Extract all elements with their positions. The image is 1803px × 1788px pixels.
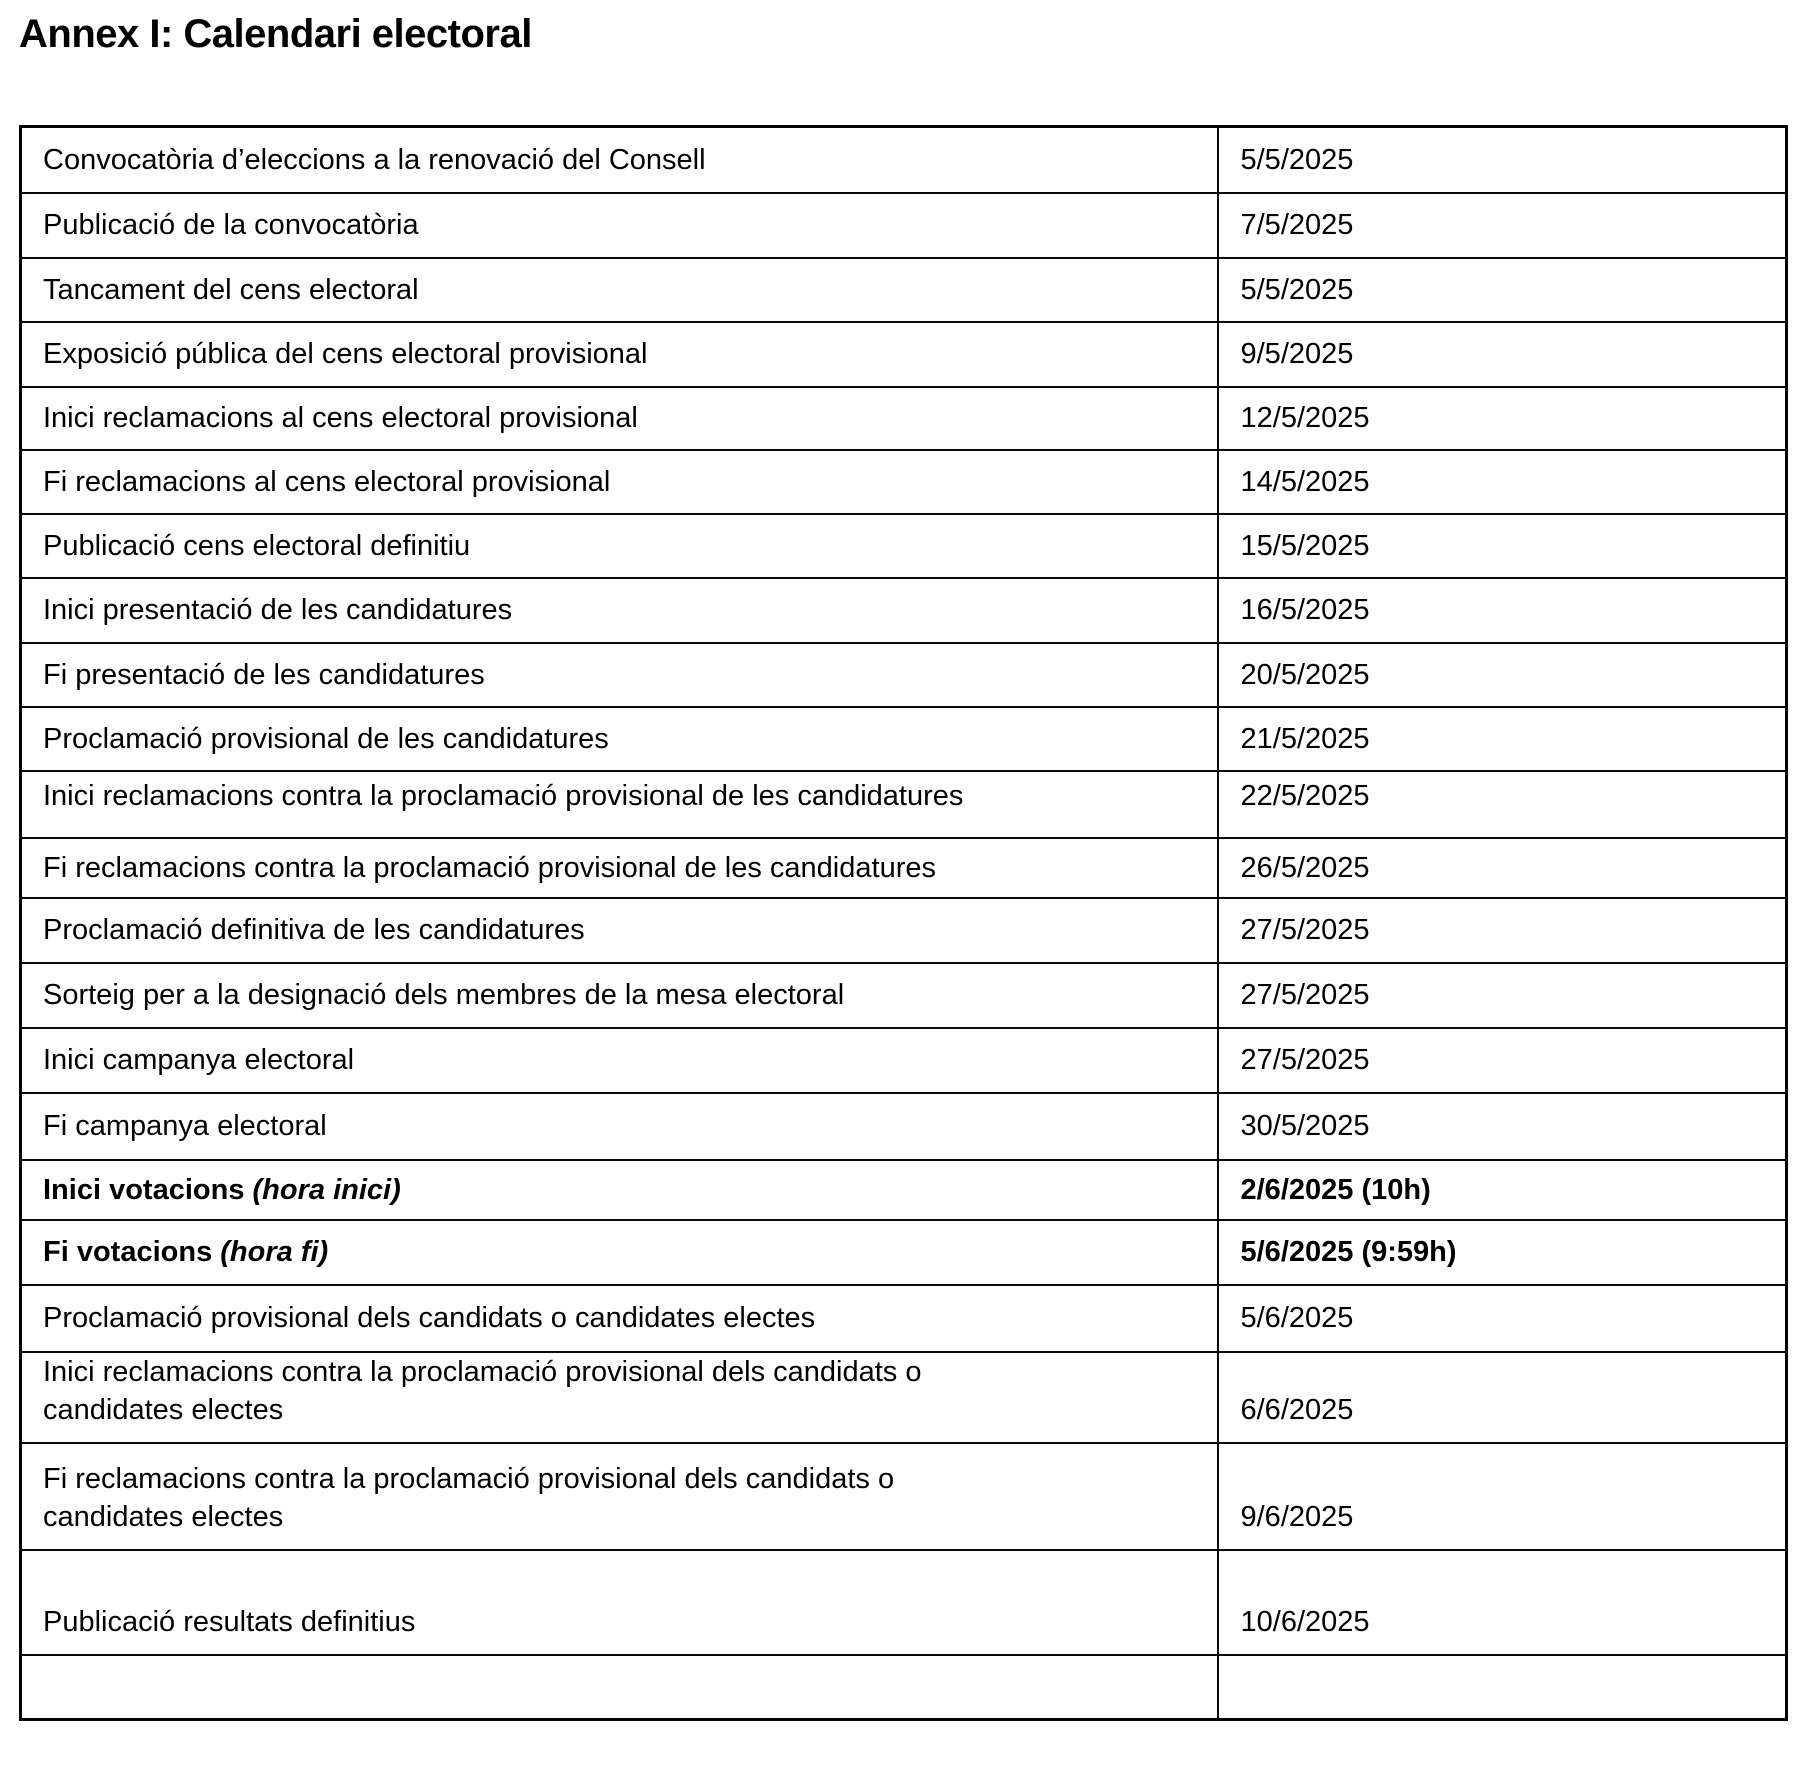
- table-row: [21, 193, 1787, 258]
- event-note: (hora inici): [252, 1173, 401, 1206]
- table-row: [21, 322, 1787, 387]
- date-cell: 5/5/2025: [1218, 258, 1787, 322]
- date-cell: 27/5/2025: [1218, 898, 1787, 963]
- table-row: [21, 643, 1787, 707]
- table-row: [21, 1285, 1787, 1352]
- table-row: [21, 1352, 1787, 1443]
- table-row: [21, 771, 1787, 838]
- event-cell: Publicació de la convocatòria: [21, 193, 1218, 258]
- table-row: [21, 450, 1787, 514]
- event-cell: [21, 1160, 1218, 1220]
- event-cell: Inici reclamacions al cens electoral provisional: [21, 387, 1218, 450]
- date-cell: 7/5/2025: [1218, 193, 1787, 258]
- table-row: [21, 1028, 1787, 1093]
- date-cell: 9/6/2025: [1218, 1443, 1787, 1550]
- event-cell: Tancament del cens electoral: [21, 258, 1218, 322]
- event-cell: Inici campanya electoral: [21, 1028, 1218, 1093]
- date-cell: 22/5/2025: [1218, 771, 1787, 838]
- event-cell: Sorteig per a la designació dels membres de la mesa electoral: [21, 963, 1218, 1028]
- table-row: [21, 127, 1787, 193]
- event-cell: Proclamació provisional dels candidats o candidates electes: [21, 1285, 1218, 1352]
- event-cell: [21, 1443, 1218, 1550]
- table-row: [21, 898, 1787, 963]
- table-row: [21, 514, 1787, 578]
- date-cell: 27/5/2025: [1218, 963, 1787, 1028]
- event-cell: [21, 1220, 1218, 1285]
- event-cell: Exposició pública del cens electoral provisional: [21, 322, 1218, 387]
- table-row: [21, 838, 1787, 898]
- event-label: Fi votacions: [43, 1236, 213, 1268]
- table-row: [21, 963, 1787, 1028]
- table-row: [21, 1550, 1787, 1655]
- date-cell: 10/6/2025: [1218, 1550, 1787, 1655]
- event-cell: Fi campanya electoral: [21, 1093, 1218, 1160]
- table-row: [21, 707, 1787, 771]
- table-row: [21, 1093, 1787, 1160]
- event-cell: Proclamació provisional de les candidatures: [21, 707, 1218, 771]
- date-cell: 2/6/2025 (10h): [1218, 1160, 1787, 1220]
- date-cell: 15/5/2025: [1218, 514, 1787, 578]
- date-cell: 5/5/2025: [1218, 127, 1787, 193]
- event-label: Inici votacions: [43, 1173, 245, 1206]
- table-row: [21, 387, 1787, 450]
- date-cell: 30/5/2025: [1218, 1093, 1787, 1160]
- event-cell: Fi reclamacions contra la proclamació provisional de les candidatures: [21, 838, 1218, 898]
- event-cell: Inici presentació de les candidatures: [21, 578, 1218, 643]
- event-note: (hora fi): [220, 1236, 329, 1268]
- date-cell: 20/5/2025: [1218, 643, 1787, 707]
- date-cell: 6/6/2025: [1218, 1352, 1787, 1443]
- table-row: [21, 258, 1787, 322]
- event-cell: Publicació resultats definitius: [21, 1550, 1218, 1655]
- event-cell: Proclamació definitiva de les candidatures: [21, 898, 1218, 963]
- date-cell: 9/5/2025: [1218, 322, 1787, 387]
- calendar-table: [19, 125, 1788, 1721]
- event-cell: [21, 1352, 1218, 1443]
- date-cell: [1218, 1655, 1787, 1720]
- table-row: [21, 1220, 1787, 1285]
- event-label: Inici reclamacions contra la proclamació provisional dels candidats o candidates electes: [43, 1355, 922, 1426]
- date-cell: 16/5/2025: [1218, 578, 1787, 643]
- date-cell: 21/5/2025: [1218, 707, 1787, 771]
- event-cell: Convocatòria d’eleccions a la renovació del Consell: [21, 127, 1218, 193]
- event-label: Fi reclamacions contra la proclamació provisional dels candidats o candidates electes: [43, 1462, 895, 1533]
- event-cell: Fi reclamacions al cens electoral provisional: [21, 450, 1218, 514]
- date-cell: 12/5/2025: [1218, 387, 1787, 450]
- page-title: Annex I: Calendari electoral: [19, 12, 532, 56]
- table-row: [21, 1443, 1787, 1550]
- date-cell: 14/5/2025: [1218, 450, 1787, 514]
- date-cell: 5/6/2025 (9:59h): [1218, 1220, 1787, 1285]
- event-cell: Inici reclamacions contra la proclamació provisional de les candidatures: [21, 771, 1218, 838]
- event-cell: Fi presentació de les candidatures: [21, 643, 1218, 707]
- table-row-empty: [21, 1655, 1787, 1720]
- date-cell: 5/6/2025: [1218, 1285, 1787, 1352]
- event-cell: Publicació cens electoral definitiu: [21, 514, 1218, 578]
- table-row: [21, 578, 1787, 643]
- date-cell: 27/5/2025: [1218, 1028, 1787, 1093]
- table-row: [21, 1160, 1787, 1220]
- date-cell: 26/5/2025: [1218, 838, 1787, 898]
- event-cell: [21, 1655, 1218, 1720]
